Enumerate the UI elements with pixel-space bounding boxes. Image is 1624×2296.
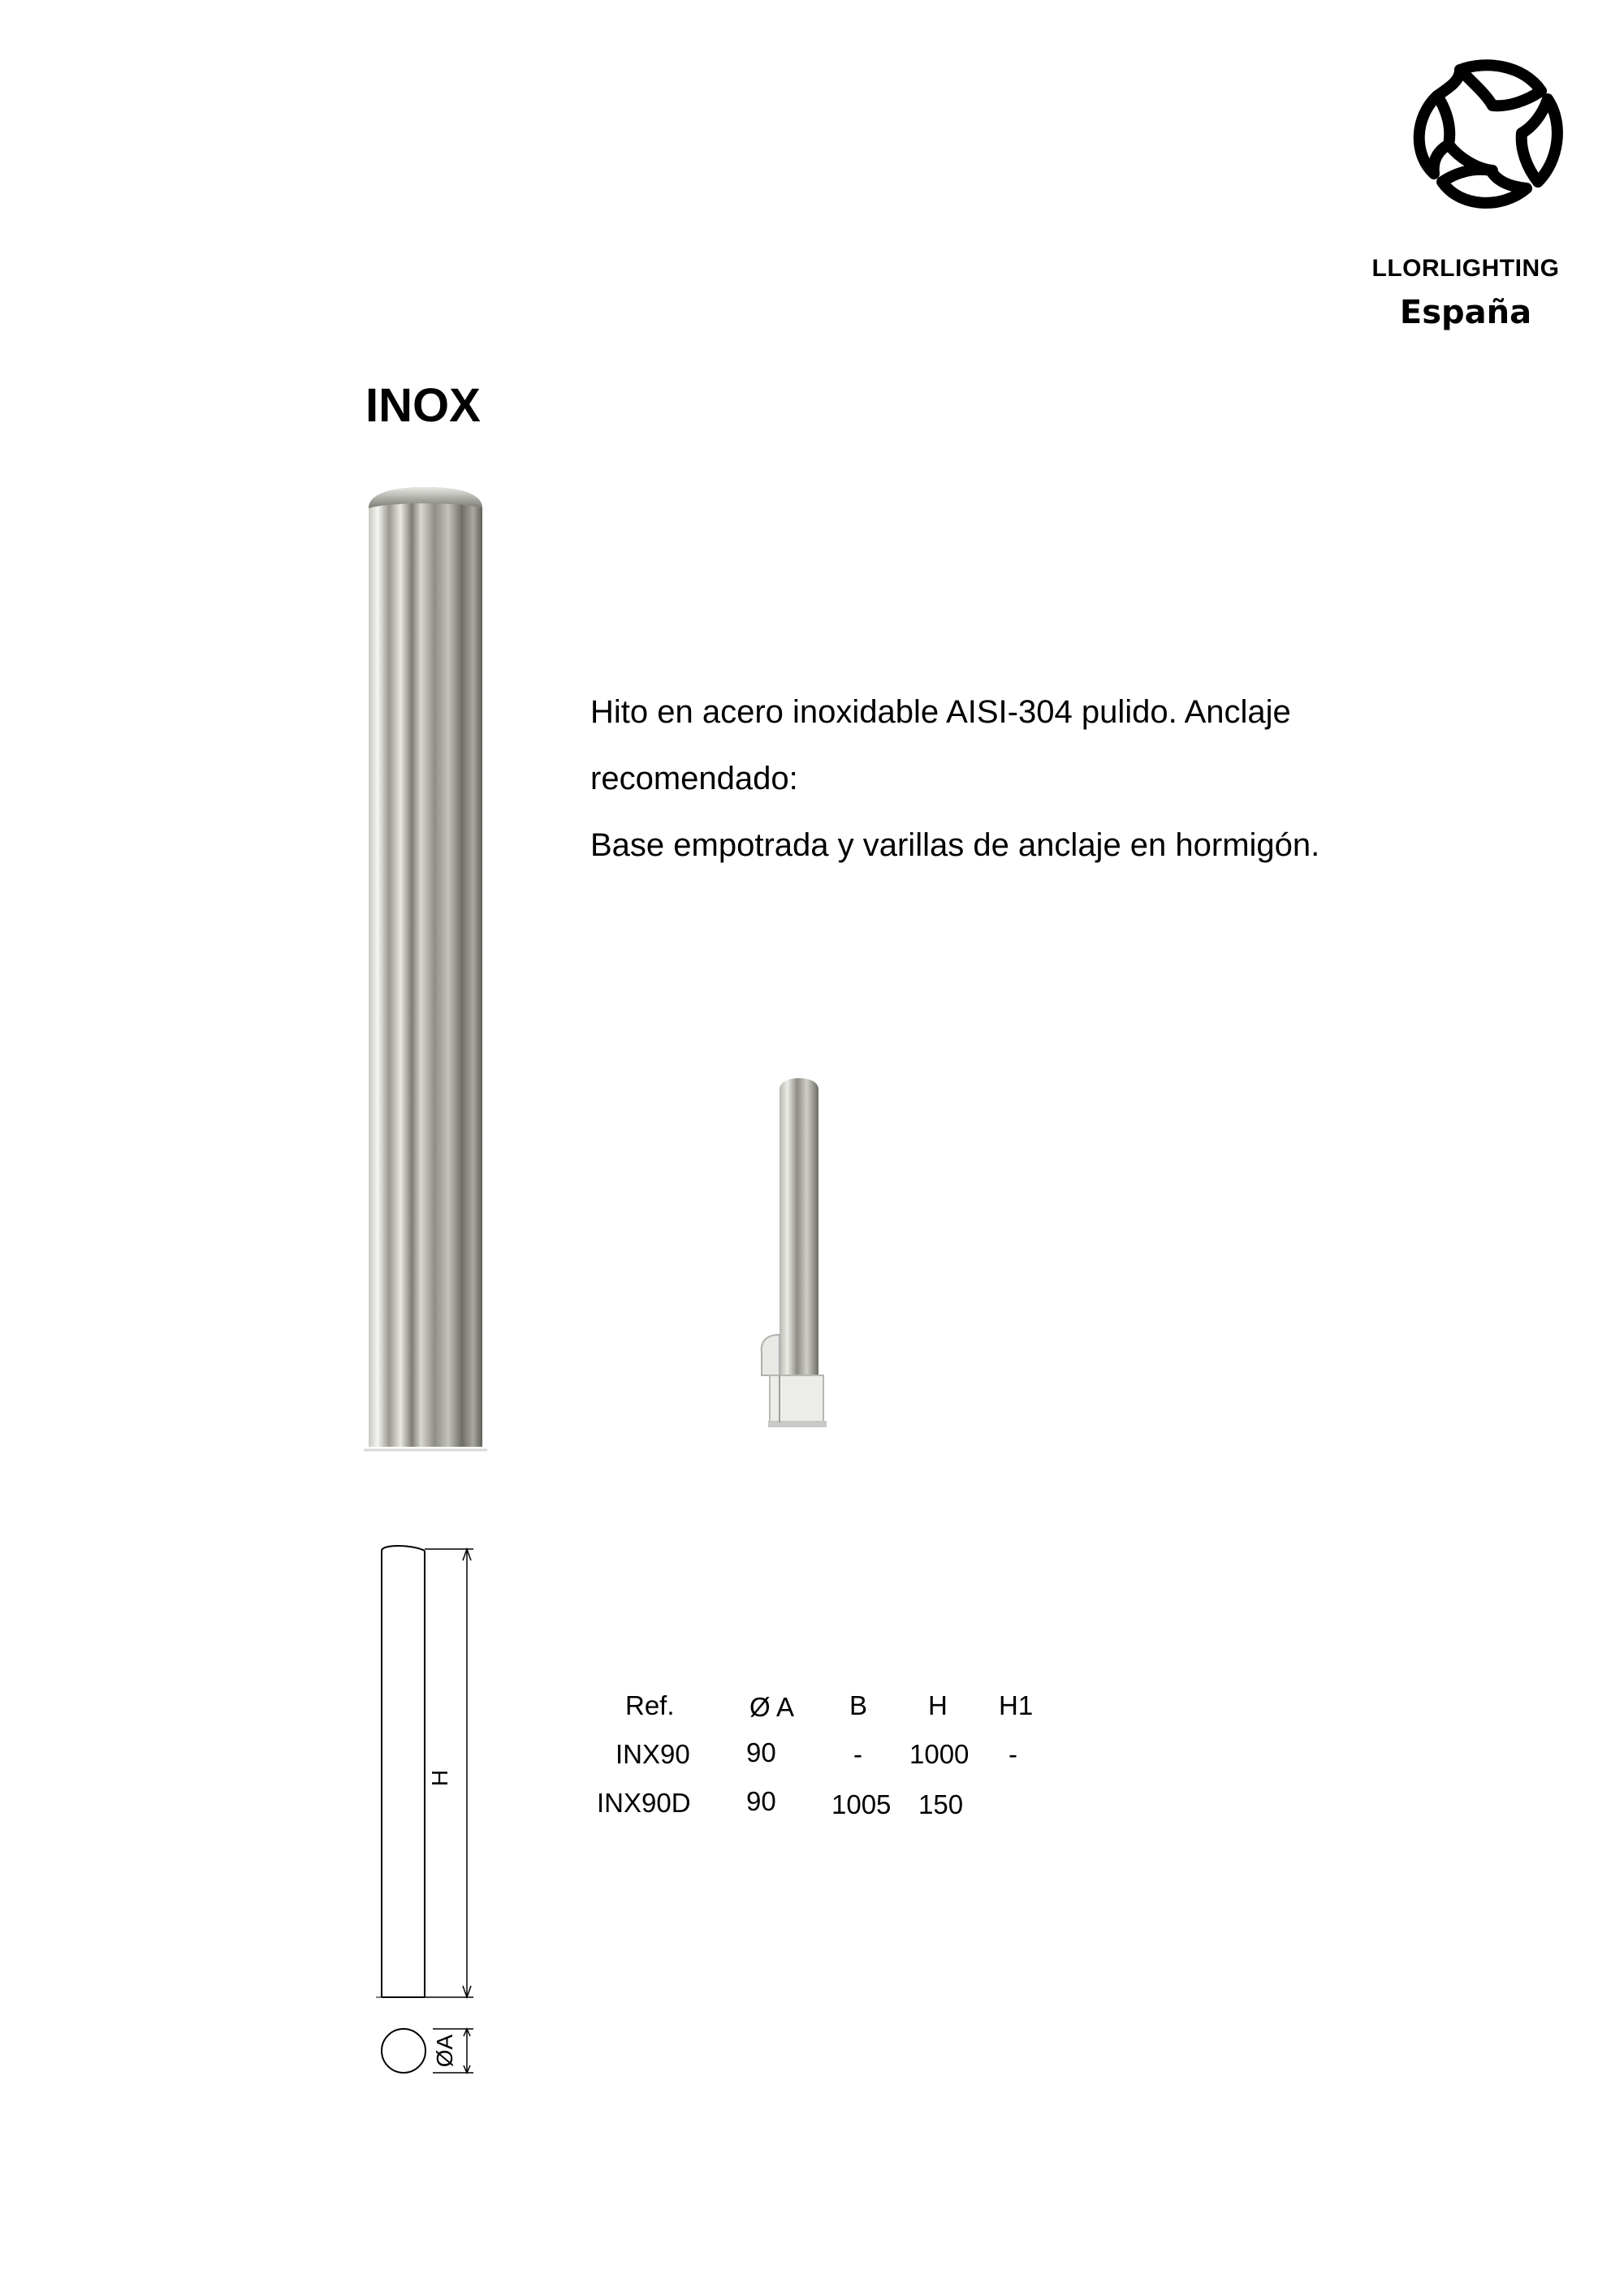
llorlighting-logo [1364, 58, 1567, 245]
row1-h1: - [1009, 1739, 1017, 1769]
product-title: INOX [365, 379, 481, 432]
header-ref: Ref. [625, 1690, 675, 1720]
row2-ref: INX90D [597, 1788, 691, 1818]
description-line: recomendado: [590, 761, 798, 796]
header-h1: H1 [999, 1690, 1034, 1720]
header-h: H [928, 1690, 948, 1720]
bollard-outline [376, 1546, 433, 1997]
specs-table [581, 1682, 1068, 1828]
technical-drawing [369, 1543, 491, 2087]
row1-b: - [853, 1739, 862, 1769]
product-description [590, 679, 1484, 878]
row1-ref: INX90 [615, 1739, 690, 1769]
row2-b: 1005 [831, 1789, 892, 1819]
bollard-with-base-photo [731, 1073, 844, 1453]
row1-h: 1000 [909, 1739, 970, 1769]
description-line: Base empotrada y varillas de anclaje en hormigón. [590, 827, 1320, 863]
row1-diameter: 90 [746, 1737, 776, 1767]
diameter-dimension [382, 2029, 473, 2073]
row2-diameter: 90 [746, 1786, 776, 1816]
header-diameter: Ø A [749, 1692, 795, 1722]
header-b: B [849, 1690, 868, 1720]
description-line: Hito en acero inoxidable AISI-304 pulido. Anclaje [590, 694, 1291, 730]
bollard-photo [364, 484, 487, 1455]
brand-country: España [1399, 294, 1532, 331]
brand-name: LLORLIGHTING [1371, 255, 1560, 282]
height-label: H [427, 1769, 452, 1787]
row2-h: 150 [918, 1789, 964, 1819]
diameter-label: ØA [432, 2034, 457, 2068]
